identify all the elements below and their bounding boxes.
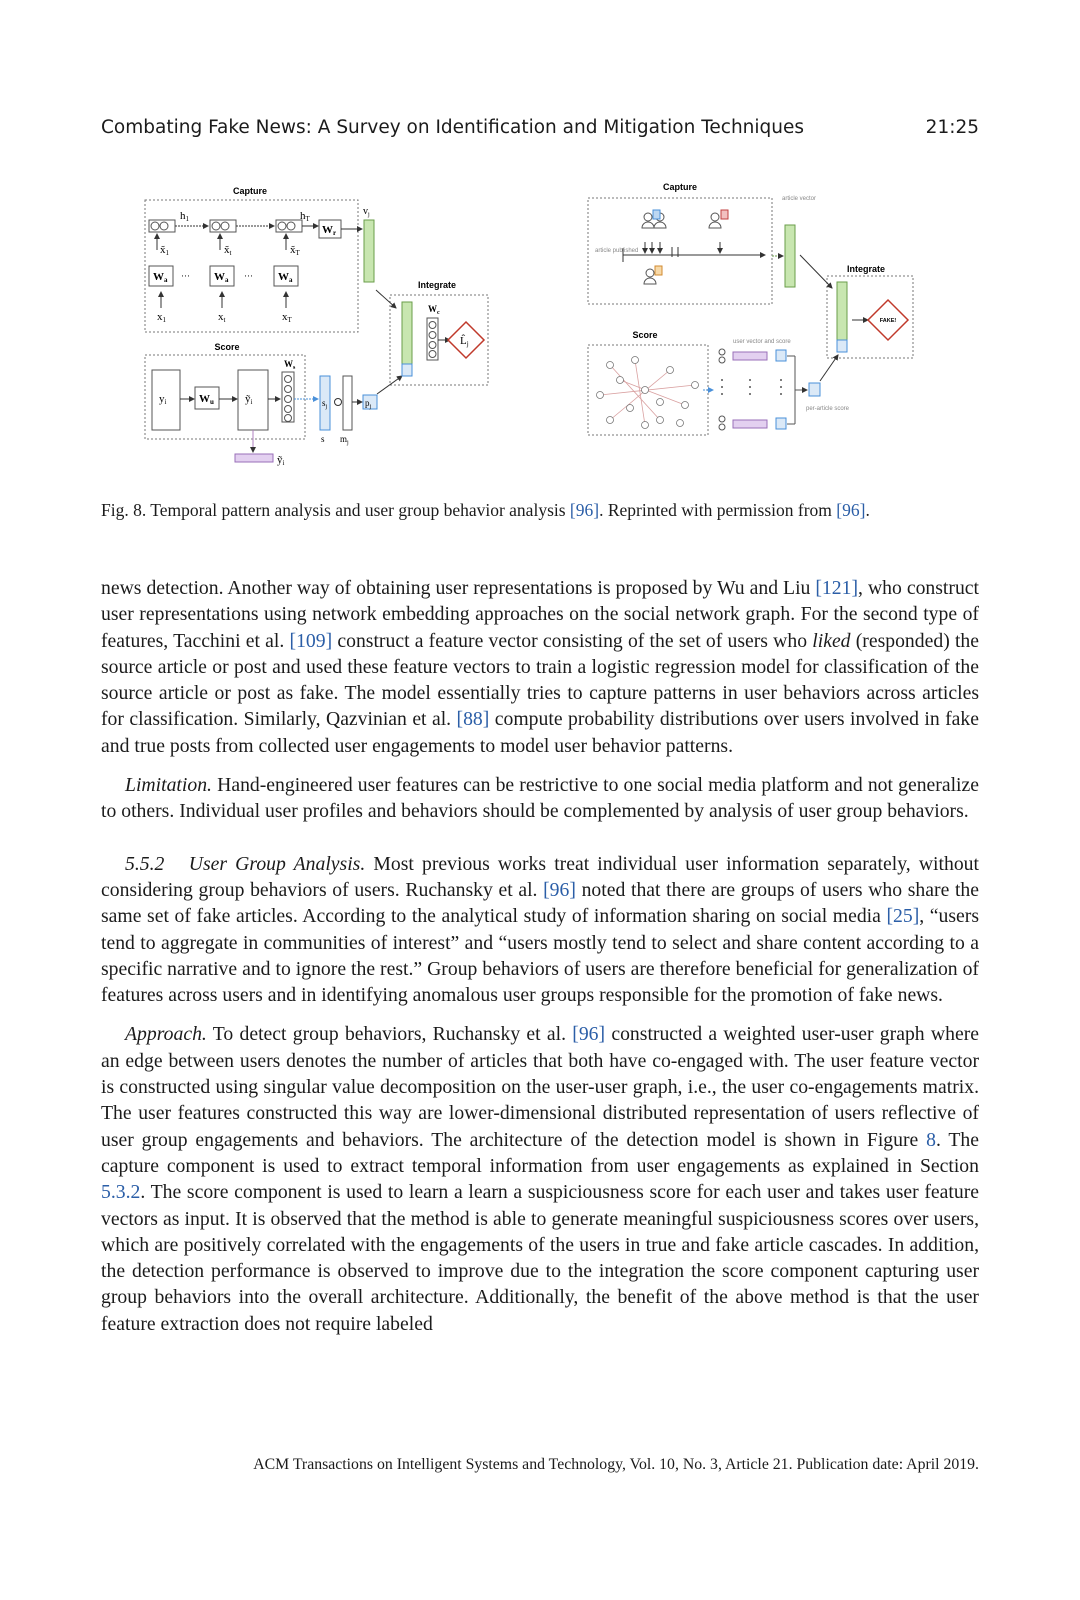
p4-text-a: To detect group behaviors, Ruchansky et al.: [206, 1023, 573, 1046]
figure-8-diagram: [140, 180, 940, 490]
left-score-label: Score: [214, 342, 240, 352]
integrated-vector: [402, 302, 412, 364]
wc-neurons: [427, 318, 438, 360]
per-article-score-box: [809, 383, 820, 396]
h1-label: h1: [180, 210, 189, 223]
section-ref-5-3-2[interactable]: 5.3.2: [101, 1181, 141, 1204]
ybot-bar: [235, 454, 273, 462]
approach-heading: Approach.: [125, 1023, 207, 1046]
page-footer: ACM Transactions on Intelligent Systems and Technology, Vol. 10, No. 3, Article 21. Publication date: April 2019.: [253, 1456, 979, 1473]
mj-label: $m_j$: [340, 434, 349, 446]
paragraph-user-group-analysis: [101, 851, 979, 1009]
dots-2: ···: [244, 271, 253, 281]
body-text: [101, 575, 979, 1350]
xtilde-T: x̃T: [290, 244, 300, 257]
yi-label: yi: [159, 393, 167, 406]
caption-lead: Fig. 8.: [101, 500, 147, 520]
xT-label: xT: [282, 311, 292, 324]
right-integrate-label: Integrate: [846, 264, 886, 274]
p1-text-c: construct a feature vector consisting of the set of users who: [332, 629, 813, 652]
x1-label: x1: [157, 311, 166, 324]
wu-label: Wu: [199, 393, 214, 406]
caption-mid: . Reprinted with permission from: [599, 500, 832, 520]
running-title: Combating Fake News: A Survey on Identification and Mitigation Techniques: [101, 117, 805, 138]
integrated-vector-right: [837, 282, 847, 340]
section-number: 5.5.2: [125, 852, 165, 875]
left-capture-label: Capture: [232, 186, 268, 196]
xtilde-1: x̃1: [160, 244, 169, 257]
product-op: [335, 399, 342, 406]
figure-caption: [101, 497, 979, 523]
ws-label: $W_s$: [284, 359, 296, 371]
sj-label: $s_j$: [322, 398, 328, 410]
lstm-cell-T: [276, 220, 302, 232]
p3-text-c: , “users tend to aggregate in communities of interest” and “users mostly tend to select and share content according to a specific narrative and to ignore the rest.” Group behaviors of users are therefore beneficial for generalization of features across users and in identifying anomalous user groups responsible for the promotion of fake news.: [101, 905, 979, 1007]
lstm-cell-t: [210, 220, 236, 232]
p1-text-b: , who construct user representations using network embedding approaches on the social network graph. For the second type of features, Tacchini et al.: [101, 577, 979, 652]
hT-label: hT: [300, 210, 310, 223]
article-published-label: article published: [595, 248, 639, 254]
left-integrate-label: Integrate: [417, 280, 457, 290]
page-number: 21:25: [925, 117, 979, 138]
caption-ref-1[interactable]: [96]: [569, 500, 600, 520]
caption-end: .: [865, 500, 870, 520]
pj-label: $p_j$: [365, 398, 372, 410]
section-heading: User Group Analysis.: [188, 852, 366, 875]
xtilde-t: x̃t: [224, 244, 232, 257]
ref-96-b[interactable]: [96]: [572, 1023, 606, 1046]
s-label: s: [321, 434, 325, 444]
paragraph-1: [101, 575, 979, 759]
figure-ref-8[interactable]: 8: [926, 1128, 936, 1151]
yhat-label: ỹi: [245, 393, 253, 406]
xt-label: xt: [218, 311, 226, 324]
limitation-heading: Limitation.: [125, 774, 212, 797]
p4-text-b: constructed a weighted user-user graph where an edge between users denotes the number of articles that both have co-engaged with. The user feature vector is constructed using singular value decomposition on the user-user graph, i.e., the user co-engagements matrix. The user features constructed this way are lower-dimensional distributed representation of users reflective of user group engagements and behaviors. The architecture of the detection model is shown in Figure: [101, 1023, 979, 1151]
lstm-cell-1: [149, 220, 175, 232]
user-graph-nodes: [597, 357, 699, 429]
right-score-label: Score: [632, 330, 658, 340]
yhat-box: [238, 370, 268, 430]
right-capture-label: Capture: [662, 182, 698, 192]
wa-label-1: Wa: [153, 271, 168, 284]
wc-label: $W_c$: [428, 304, 440, 316]
lj-label: L̂j: [460, 335, 469, 348]
p4-text-d: . The score component is used to learn a learn a suspiciousness score for each user and takes user feature vectors as input. It is observed that the method is able to generate meaningful suspiciousness scores over users, which are positively correlated with the engagements of the users in true and fake article cascades. In addition, the detection performance is observed to improve due to the integration the score component capturing user group behaviors into the overall architecture. Additionally, the benefit of the above method is that the user feature extraction does not require labeled: [101, 1181, 979, 1335]
ref-121[interactable]: [121]: [815, 577, 859, 599]
mj-vector: [343, 376, 352, 430]
wa-label-t: Wa: [214, 271, 229, 284]
paragraph-limitation: [101, 772, 979, 825]
fake-label: FAKE!: [879, 318, 897, 324]
integrated-score: [402, 364, 412, 376]
ref-88[interactable]: [88]: [456, 708, 490, 731]
p3-text-a: Most previous works treat individual user information separately, without considering group behaviors of users. Ruchansky et al.: [101, 852, 979, 901]
ref-96[interactable]: [96]: [543, 878, 576, 901]
user-score-rows: [719, 349, 807, 430]
p1-emphasis: liked: [812, 629, 851, 652]
vj-label: $v_j$: [363, 206, 370, 218]
wr-label: Wr: [322, 224, 337, 237]
p1-text-e: compute probability distributions over users involved in fake and true posts from collected user engagements to model user behavior patterns.: [101, 708, 979, 757]
article-vector-label: article vector: [782, 196, 817, 202]
running-header: [101, 117, 979, 145]
p3-text-b: noted that there are groups of users who share the same set of fake articles. According to the analytical study of information sharing on social media: [101, 878, 980, 928]
p1-text-a: news detection. Another way of obtaining user representations is proposed by Wu and Liu: [101, 577, 816, 599]
ref-109[interactable]: [109]: [289, 629, 333, 652]
paragraph-approach: [101, 1021, 979, 1337]
p4-text-c: . The capture component is used to extract temporal information from user engagements as explained in Section: [101, 1128, 979, 1177]
article-vector: [785, 225, 795, 287]
wa-label-T: Wa: [278, 271, 293, 284]
per-article-score-label: per-article score: [806, 406, 850, 412]
integrated-score-right: [837, 340, 847, 352]
figure-8: [140, 180, 940, 490]
ws-neurons: [282, 372, 294, 422]
ref-25[interactable]: [25]: [886, 905, 920, 928]
limitation-text: Hand-engineered user features can be restrictive to one social media platform and not generalize to others. Individual user profiles and behaviors should be complemented by analysis of user group behaviors.: [101, 774, 979, 823]
ybot-label: ỹi: [277, 454, 285, 467]
vj-vector: [364, 220, 374, 282]
capture-users: [642, 213, 721, 284]
caption-ref-2[interactable]: [96]: [836, 500, 866, 520]
user-vector-score-label: user vector and score: [733, 339, 791, 345]
caption-text: Temporal pattern analysis and user group behavior analysis: [150, 500, 566, 520]
dots-1: ···: [181, 271, 190, 281]
p1-text-d: (responded) the source article or post and used these feature vectors to train a logistic regression model for classification of the source article or post as fake. The model essentially tries to capture patterns in user behaviors across articles for classification. Similarly, Qazvinian et al.: [101, 629, 980, 731]
